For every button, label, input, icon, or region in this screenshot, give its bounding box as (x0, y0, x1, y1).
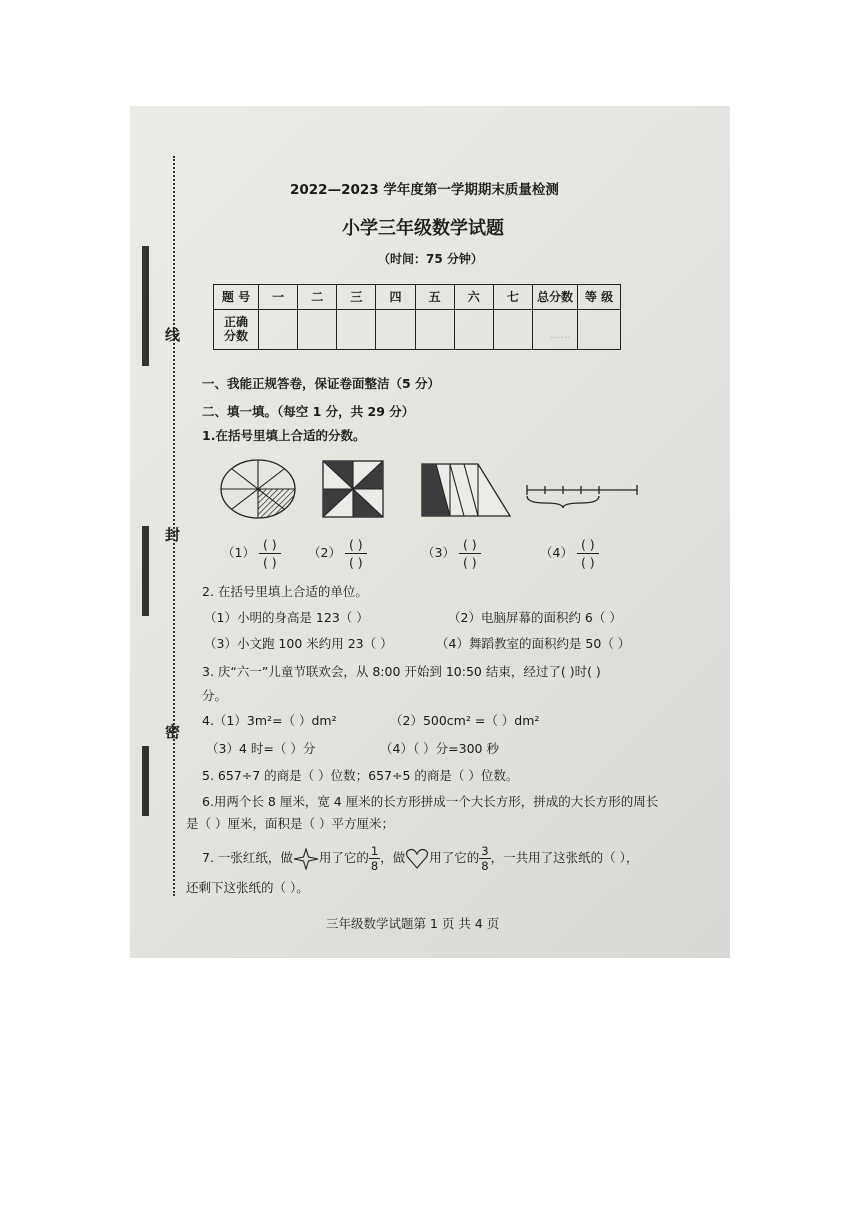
q7-text-a: 7. 一张红纸，做 (202, 850, 293, 865)
q7-text-c: ，做 (380, 850, 406, 865)
fraction-numerator: 1 (370, 844, 379, 858)
q1-answer-3 (422, 536, 481, 571)
score-input-cell[interactable] (259, 309, 298, 349)
binding-char-xian: 线 (165, 326, 181, 344)
q2-item-2: （2）电脑屏幕的面积约 6（ ） (448, 610, 622, 625)
score-input-cell[interactable] (376, 309, 415, 349)
exam-header: 2022—2023 学年度第一学期期末质量检测 (290, 182, 559, 198)
q3-line-1: 3. 庆“六一”儿童节联欢会，从 8:00 开始到 10:50 结束，经过了( )时( ) (202, 664, 601, 679)
q7-line-1 (202, 844, 638, 873)
q6-line-1: 6.用两个长 8 厘米，宽 4 厘米的长方形拼成一个大长方形，拼成的大长方形的周长 (202, 794, 659, 809)
q6-line-2: 是（ ）厘米，面积是（ ）平方厘米； (186, 816, 394, 831)
circle-fraction-figure (218, 458, 298, 520)
q4-item-3: （3）4 时=（ ）分 (206, 741, 316, 756)
score-input-cell[interactable] (337, 309, 376, 349)
score-header-cell: 总分数 (533, 285, 578, 310)
bleed-through-text: ...... (550, 328, 571, 341)
binding-char-feng: 封 (165, 526, 181, 544)
fraction-numerator-blank[interactable]: ( ) (577, 536, 599, 554)
square-fraction-figure (322, 460, 384, 518)
q1-label: （4） (540, 545, 573, 560)
score-table (213, 284, 621, 350)
q1-label: （3） (422, 545, 455, 560)
fraction-numerator: 3 (481, 844, 489, 858)
fraction-numerator-blank[interactable]: ( ) (459, 536, 481, 554)
fraction-denominator-blank[interactable]: ( ) (462, 555, 477, 570)
score-header-cell: 题 号 (214, 285, 259, 310)
star-icon (293, 848, 319, 870)
fraction-denominator: 8 (370, 859, 379, 873)
exam-time: （时间：75 分钟） (378, 252, 483, 266)
score-label-line: 分数 (223, 329, 248, 344)
q1-answer-2 (308, 536, 367, 571)
binding-edge (142, 746, 149, 816)
fraction-numerator-blank[interactable]: ( ) (345, 536, 367, 554)
q5-text: 5. 657÷7 的商是（ ）位数；657÷5 的商是（ ）位数。 (202, 768, 519, 783)
q4-item-1: 4.（1）3m²=（ ）dm² (202, 713, 337, 728)
score-input-cell[interactable] (578, 309, 621, 349)
exam-title: 小学三年级数学试题 (342, 218, 504, 239)
score-input-cell[interactable] (415, 309, 454, 349)
fraction-denominator: 8 (481, 859, 489, 873)
section-1-heading: 一、我能正规答卷，保证卷面整洁（5 分） (202, 376, 441, 391)
score-header-cell: 三 (337, 285, 376, 310)
q4-item-2: （2）500cm² =（ ）dm² (390, 713, 540, 728)
q1-label: （2） (308, 545, 341, 560)
score-header-cell: 四 (376, 285, 415, 310)
binding-edge (142, 526, 149, 616)
score-input-cell[interactable] (533, 309, 578, 349)
fraction-denominator-blank[interactable]: ( ) (262, 555, 277, 570)
q7-text-e: ，一共用了这张纸的（ ）， (490, 850, 639, 865)
score-header-cell: 七 (493, 285, 532, 310)
q1-text: 1.在括号里填上合适的分数。 (202, 428, 366, 443)
q1-answer-4 (540, 536, 599, 571)
score-header-cell: 六 (454, 285, 493, 310)
q1-label: （1） (222, 545, 255, 560)
score-input-cell[interactable] (493, 309, 532, 349)
q2-item-1: （1）小明的身高是 123（ ） (204, 610, 369, 625)
q7-text-b: 用了它的 (318, 850, 369, 865)
q7-text-d: 用了它的 (429, 850, 480, 865)
score-label-line: 正确 (223, 315, 248, 330)
fraction-denominator-blank[interactable]: ( ) (348, 555, 363, 570)
fraction-numerator-blank[interactable]: ( ) (259, 536, 281, 554)
q4-item-4: （4）（ ）分=300 秒 (380, 741, 499, 756)
exam-paper (130, 106, 730, 958)
q2-item-4: （4）舞蹈教室的面积约是 50（ ） (436, 636, 631, 651)
section-2-heading: 二、填一填。（每空 1 分，共 29 分） (202, 404, 415, 419)
score-header-cell: 一 (259, 285, 298, 310)
score-header-cell: 五 (415, 285, 454, 310)
q2-text: 2. 在括号里填上合适的单位。 (202, 584, 368, 599)
fraction-denominator-blank[interactable]: ( ) (580, 555, 595, 570)
q7-line-2: 还剩下这张纸的（ ）。 (186, 880, 309, 895)
heart-icon (405, 848, 429, 870)
score-row-label (214, 309, 259, 349)
score-header-cell: 等 级 (578, 285, 621, 310)
q1-answer-1 (222, 536, 281, 571)
score-input-cell[interactable] (298, 309, 337, 349)
line-segment-figure (523, 478, 641, 510)
binding-char-mi: 密 (165, 723, 181, 741)
score-header-cell: 二 (298, 285, 337, 310)
parallelogram-fraction-figure (420, 462, 512, 518)
page-footer: 三年级数学试题第 1 页 共 4 页 (326, 916, 500, 931)
score-input-cell[interactable] (454, 309, 493, 349)
binding-edge (142, 246, 149, 366)
q3-line-2: 分。 (202, 688, 228, 703)
q2-item-3: （3）小文跑 100 米约用 23（ ） (204, 636, 393, 651)
